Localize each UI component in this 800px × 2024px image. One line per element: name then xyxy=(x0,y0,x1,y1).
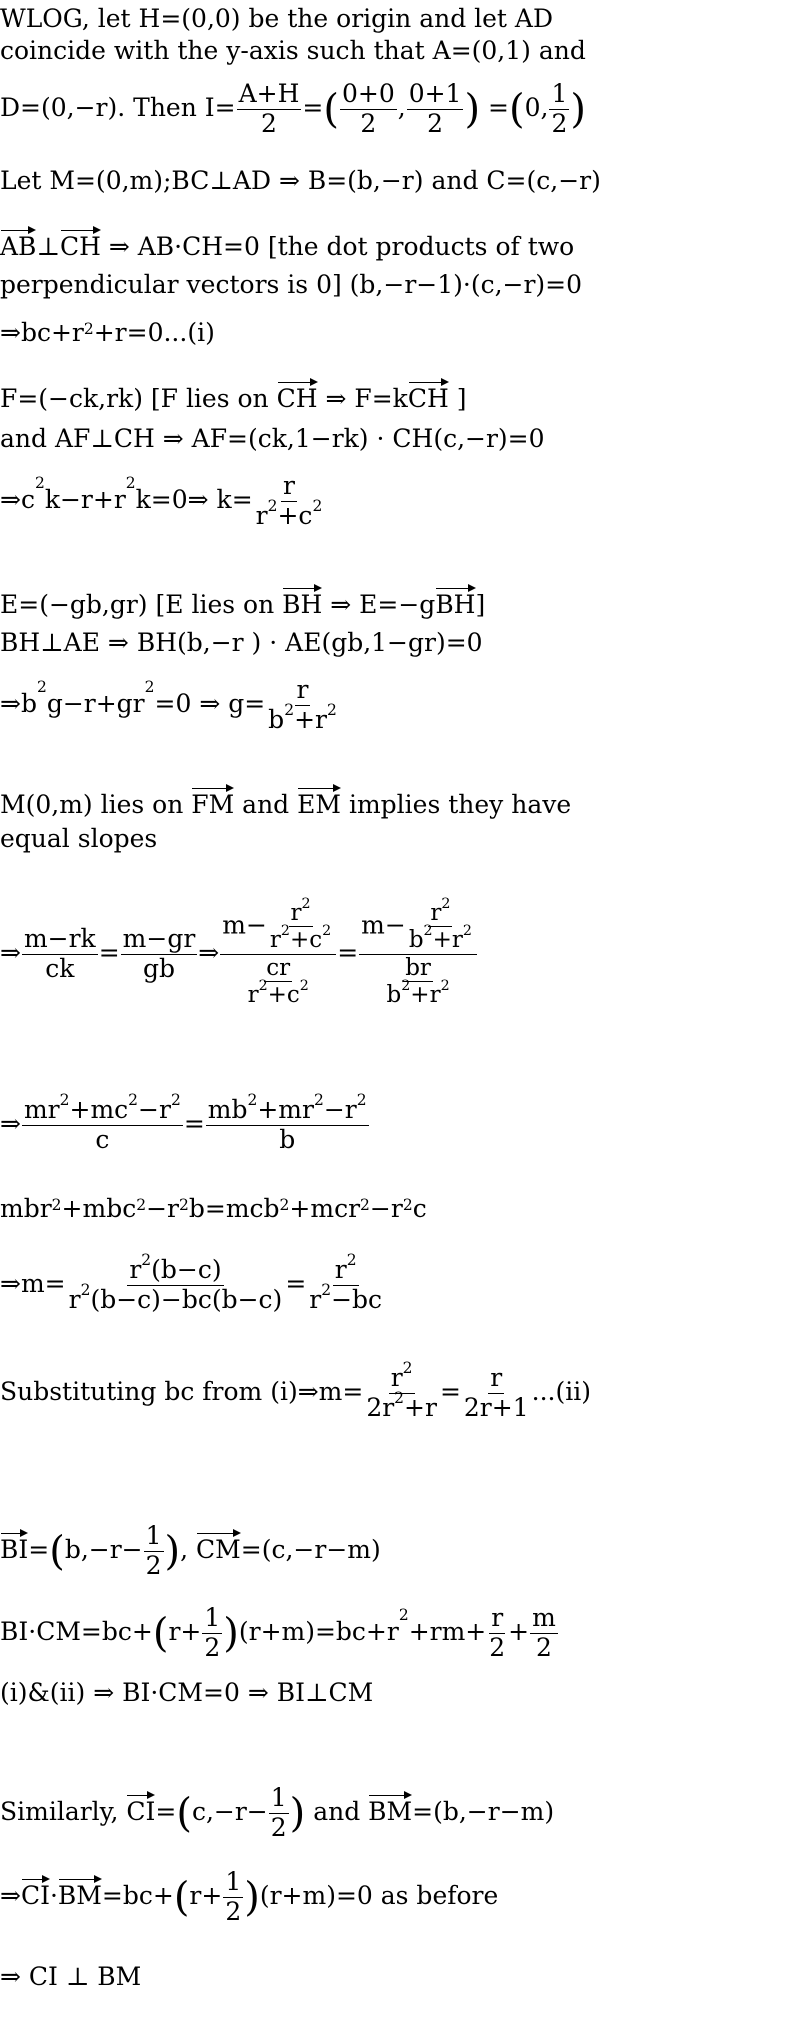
text-segment: ⇒ xyxy=(0,937,21,967)
denominator: 2 xyxy=(225,1896,242,1926)
text-segment: ⇒ AB·CH=0 [the dot products of two xyxy=(100,232,575,261)
superscript: 2 xyxy=(284,700,295,719)
left-paren: ( xyxy=(176,1790,192,1837)
superscript: 2 xyxy=(321,1280,332,1299)
text-segment: r xyxy=(290,900,302,926)
numerator: 1 xyxy=(225,1867,242,1896)
text-segment: −r xyxy=(146,1194,179,1223)
fraction xyxy=(144,1522,164,1581)
denominator: 2 xyxy=(360,108,377,138)
superscript: 2 xyxy=(279,1196,290,1214)
vector-cm: CM xyxy=(196,1529,241,1565)
fraction xyxy=(202,1604,222,1663)
left-paren: ( xyxy=(49,1528,65,1575)
text-segment: b=mcb xyxy=(188,1194,280,1223)
fraction xyxy=(487,1604,507,1663)
numerator: m−rk xyxy=(23,924,96,954)
text-segment: ⇒ E=−g xyxy=(322,590,436,619)
fraction xyxy=(223,1868,243,1927)
superscript: 2 xyxy=(462,923,472,940)
superscript: 2 xyxy=(326,700,337,719)
denominator xyxy=(67,1280,285,1315)
numerator: r xyxy=(283,471,295,500)
denominator xyxy=(384,978,451,1009)
right-paren: ) xyxy=(223,1610,239,1657)
denominator xyxy=(307,1280,384,1315)
superscript: 2 xyxy=(141,1251,152,1269)
text-line-2: coincide with the y-axis such that A=(0,1) and xyxy=(0,36,586,65)
text-segment: ] xyxy=(475,590,486,619)
text-line-4: Let M=(0,m);BC⊥AD ⇒ B=(b,−r) and C=(c,−r) xyxy=(0,166,601,195)
fraction xyxy=(407,896,474,954)
text-segment: = xyxy=(183,1108,205,1138)
fraction xyxy=(407,80,464,139)
text-segment: r xyxy=(269,927,281,954)
equation-line-19 xyxy=(0,1251,385,1315)
right-paren: ) xyxy=(244,1874,260,1921)
text-segment: r+ xyxy=(189,1880,223,1910)
text-line-15: equal slopes xyxy=(0,824,158,853)
superscript: 2 xyxy=(398,1606,409,1624)
text-segment: = xyxy=(439,1376,461,1406)
numerator: r xyxy=(490,1363,503,1392)
text-segment: ⇒ xyxy=(0,1108,21,1138)
text-segment: = xyxy=(480,92,509,122)
superscript: 2 xyxy=(441,896,451,912)
text-segment: ⇒c xyxy=(0,484,35,514)
numerator: 1 xyxy=(145,1521,162,1550)
text-segment: ⇒ xyxy=(0,1880,21,1910)
text-line-1: WLOG, let H=(0,0) be the origin and let AD xyxy=(0,4,554,33)
vector-ci: CI xyxy=(21,1875,50,1911)
vector-bm: BM xyxy=(58,1875,102,1911)
text-segment: =bc+ xyxy=(101,1880,174,1910)
denominator: gb xyxy=(142,953,175,983)
equation-line-20 xyxy=(0,1359,591,1423)
text-segment: ⊥ xyxy=(36,232,60,261)
text-line-6: perpendicular vectors is 0] (b,−r−1)·(c,−r)=0 xyxy=(0,270,583,299)
text-segment: mb xyxy=(207,1095,248,1124)
denominator xyxy=(407,923,474,954)
text-segment: r xyxy=(255,500,268,530)
text-segment: ⇒bc+r xyxy=(0,318,84,347)
superscript: 2 xyxy=(322,923,332,940)
numerator: 0+0 xyxy=(341,79,395,108)
superscript: 2 xyxy=(125,474,136,492)
text-segment: mr xyxy=(23,1095,60,1124)
superscript: 2 xyxy=(402,1359,413,1377)
text-segment: +r=0...(i) xyxy=(93,318,215,347)
numerator: r xyxy=(491,1603,504,1632)
right-paren: ) xyxy=(289,1790,306,1837)
text-segment: r+ xyxy=(168,1616,202,1646)
text-segment: (r+m)=bc+r xyxy=(238,1616,399,1646)
text-line-5 xyxy=(0,226,574,262)
text-segment: =(b,−r−m) xyxy=(412,1796,555,1826)
numerator: br xyxy=(405,954,431,981)
fraction xyxy=(530,1604,558,1663)
text-segment: (b−c) xyxy=(151,1255,222,1284)
fraction xyxy=(237,80,302,139)
fraction xyxy=(462,1364,531,1423)
text-segment: b xyxy=(386,982,402,1009)
superscript: 2 xyxy=(144,678,155,696)
text-segment: M(0,m) lies on xyxy=(0,790,192,819)
text-line-7 xyxy=(0,318,215,348)
fraction xyxy=(307,1251,384,1315)
text-line-9: and AF⊥CH ⇒ AF=(ck,1−rk) · CH(c,−r)=0 xyxy=(0,424,545,453)
numerator: 1 xyxy=(204,1603,221,1632)
text-segment: (r+m)=0 as before xyxy=(259,1880,499,1910)
superscript: 2 xyxy=(356,1091,367,1109)
text-segment: Similarly, xyxy=(0,1796,127,1826)
superscript: 2 xyxy=(360,1196,370,1214)
superscript: 2 xyxy=(440,978,450,995)
equation-line-24 xyxy=(0,1784,554,1843)
vector-ch: CH xyxy=(277,378,318,414)
denominator: 2 xyxy=(489,1632,506,1662)
numerator xyxy=(22,1091,183,1126)
fraction xyxy=(384,955,451,1009)
text-segment: ⇒m= xyxy=(0,1268,66,1298)
text-segment: +c xyxy=(289,927,323,954)
numerator: 1 xyxy=(270,1783,287,1812)
text-segment: ⇒ xyxy=(198,937,220,967)
numerator: 0+1 xyxy=(408,79,462,108)
vector-ch: CH xyxy=(60,226,101,262)
text-segment: r xyxy=(247,982,259,1009)
fraction xyxy=(121,925,198,984)
denominator: c xyxy=(95,1124,110,1154)
left-paren: ( xyxy=(173,1874,190,1921)
fraction xyxy=(67,1251,285,1315)
superscript: 2 xyxy=(312,496,323,515)
superscript: 2 xyxy=(136,1196,147,1214)
fraction xyxy=(269,1784,289,1843)
equation-line-21 xyxy=(0,1522,381,1581)
denominator xyxy=(254,496,325,531)
numerator: 1 xyxy=(551,79,568,108)
denominator xyxy=(266,700,339,735)
text-segment: r xyxy=(430,900,442,926)
left-paren: ( xyxy=(508,86,525,133)
text-segment: r xyxy=(334,1255,347,1284)
denominator: 2 xyxy=(261,108,277,138)
denominator: ck xyxy=(45,953,75,983)
text-segment: +r xyxy=(432,927,463,954)
vector-ab: AB xyxy=(0,226,36,262)
text-line-26: ⇒ CI ⊥ BM xyxy=(0,1962,142,1991)
equation-line-16 xyxy=(0,896,478,1009)
text-segment: + xyxy=(508,1616,530,1646)
superscript: 2 xyxy=(80,1280,91,1299)
fraction xyxy=(266,676,339,735)
fraction xyxy=(254,472,325,531)
vector-bh: BH xyxy=(435,584,475,620)
vector-ch: CH xyxy=(408,378,449,414)
text-segment: ⇒b xyxy=(0,688,37,718)
superscript: 2 xyxy=(247,1091,258,1109)
numerator: A+H xyxy=(238,79,300,108)
numerator: cr xyxy=(266,954,291,981)
vector-bm: BM xyxy=(368,1791,412,1827)
denominator: 2 xyxy=(204,1632,221,1662)
text-segment: k=0⇒ k= xyxy=(135,484,253,514)
numerator xyxy=(289,896,313,927)
superscript: 2 xyxy=(401,978,411,995)
text-segment: +c xyxy=(267,982,300,1009)
numerator xyxy=(333,1251,359,1286)
text-segment: = xyxy=(302,92,324,122)
text-segment: · xyxy=(49,1880,58,1910)
denominator xyxy=(243,955,314,1009)
left-paren: ( xyxy=(323,86,339,133)
text-segment: =0 ⇒ g= xyxy=(154,688,266,718)
text-segment: +c xyxy=(277,500,313,530)
text-segment: ...(ii) xyxy=(531,1376,591,1406)
text-segment: m− xyxy=(361,910,406,940)
equation-line-10 xyxy=(0,472,325,531)
superscript: 2 xyxy=(402,1196,413,1214)
vector-ci: CI xyxy=(126,1791,155,1827)
text-segment: b xyxy=(408,927,424,954)
text-line-23: (i)&(ii) ⇒ BI·CM=0 ⇒ BI⊥CM xyxy=(0,1678,374,1707)
right-paren: ) xyxy=(164,1528,181,1575)
denominator: 2 xyxy=(551,108,568,138)
superscript: 2 xyxy=(128,1091,139,1109)
text-segment: b xyxy=(268,704,285,734)
equation-line-17 xyxy=(0,1091,370,1155)
text-segment: +rm+ xyxy=(408,1616,487,1646)
denominator xyxy=(364,1388,439,1423)
text-segment: , xyxy=(397,92,406,122)
text-segment: and xyxy=(305,1796,369,1826)
text-segment: −r xyxy=(138,1095,171,1124)
text-segment: −r xyxy=(369,1194,403,1223)
superscript: 2 xyxy=(179,1196,189,1214)
fraction xyxy=(246,955,311,1009)
numerator xyxy=(206,1091,369,1126)
fraction xyxy=(22,1091,183,1155)
text-segment: = xyxy=(28,1534,50,1564)
text-segment: r xyxy=(68,1284,81,1314)
denominator: 2 xyxy=(427,108,444,138)
superscript: 2 xyxy=(170,1091,181,1109)
equation-line-3 xyxy=(0,80,586,139)
text-segment: D=(0,−r). Then I= xyxy=(0,92,236,122)
text-segment: g−r+gr xyxy=(46,688,145,718)
compound-fraction xyxy=(359,896,477,1009)
text-segment: 0, xyxy=(524,92,549,122)
text-segment: +mc xyxy=(69,1095,129,1124)
text-segment: implies they have xyxy=(341,790,572,819)
text-segment: F=(−ck,rk) [F lies on xyxy=(0,384,277,413)
denominator xyxy=(268,923,333,954)
text-segment: +mbc xyxy=(61,1194,137,1223)
equation-line-18 xyxy=(0,1194,427,1224)
denominator: 2 xyxy=(270,1812,287,1842)
text-segment: mbr xyxy=(0,1194,52,1223)
superscript: 2 xyxy=(59,1091,70,1109)
text-segment: = xyxy=(285,1268,307,1298)
text-segment: = xyxy=(337,937,359,967)
denominator: 2 xyxy=(145,1550,162,1580)
numerator xyxy=(220,896,336,955)
fraction xyxy=(268,896,333,954)
right-paren: ) xyxy=(464,86,481,133)
left-paren: ( xyxy=(152,1610,169,1657)
fraction xyxy=(206,1091,369,1155)
text-segment: = xyxy=(98,937,120,967)
text-line-8 xyxy=(0,378,466,414)
text-segment: −r xyxy=(323,1095,357,1124)
text-segment: =(c,−r−m) xyxy=(240,1534,381,1564)
superscript: 2 xyxy=(346,1251,357,1269)
denominator: 2r+1 xyxy=(463,1392,529,1422)
denominator: 2 xyxy=(536,1632,552,1662)
text-segment: k−r+r xyxy=(44,484,126,514)
text-segment: = xyxy=(155,1796,177,1826)
text-segment: m− xyxy=(222,910,267,940)
text-segment: r xyxy=(390,1363,403,1392)
equation-line-25 xyxy=(0,1868,498,1927)
text-segment: , xyxy=(180,1534,197,1564)
superscript: 2 xyxy=(258,978,268,995)
text-segment: ] xyxy=(448,384,467,413)
text-segment: +r xyxy=(294,704,327,734)
superscript: 2 xyxy=(267,496,278,515)
numerator: m−gr xyxy=(122,924,196,954)
denominator: b xyxy=(279,1124,296,1154)
text-line-11 xyxy=(0,584,485,620)
superscript: 2 xyxy=(280,923,290,940)
fraction xyxy=(340,80,397,139)
denominator xyxy=(381,955,454,1009)
text-segment: E=(−gb,gr) [E lies on xyxy=(0,590,283,619)
superscript: 2 xyxy=(423,923,433,940)
superscript: 2 xyxy=(83,320,94,338)
equation-line-22 xyxy=(0,1604,559,1663)
text-segment: r xyxy=(129,1255,142,1284)
denominator xyxy=(246,978,311,1009)
text-segment: BI·CM=bc+ xyxy=(0,1616,153,1646)
superscript: 2 xyxy=(394,1388,405,1407)
text-segment: 2r xyxy=(366,1392,395,1422)
text-segment: +r xyxy=(410,982,441,1009)
text-segment: and xyxy=(234,790,298,819)
numerator xyxy=(359,896,477,955)
numerator: m xyxy=(532,1603,556,1632)
text-segment: +mcr xyxy=(289,1194,361,1223)
right-paren: ) xyxy=(570,86,586,133)
equation-line-13 xyxy=(0,676,340,735)
superscript: 2 xyxy=(299,978,309,995)
vector-em: EM xyxy=(297,784,341,820)
text-segment: r xyxy=(309,1284,322,1314)
superscript: 2 xyxy=(36,678,47,696)
vector-bi: BI xyxy=(0,1529,28,1565)
text-segment: c xyxy=(412,1194,427,1223)
text-segment: c,−r− xyxy=(191,1796,268,1826)
fraction xyxy=(549,80,569,139)
numerator: r xyxy=(296,675,309,704)
superscript: 2 xyxy=(313,1091,324,1109)
text-segment: Substituting bc from (i)⇒m= xyxy=(0,1376,364,1406)
vector-bh: BH xyxy=(282,584,322,620)
compound-fraction xyxy=(220,896,336,1009)
text-segment: −bc xyxy=(331,1284,383,1314)
text-segment: +mr xyxy=(257,1095,314,1124)
text-segment: +r xyxy=(404,1392,437,1422)
text-segment: ⇒ F=k xyxy=(317,384,408,413)
superscript: 2 xyxy=(51,1196,62,1214)
text-segment: (b−c)−bc(b−c) xyxy=(90,1284,283,1314)
superscript: 2 xyxy=(301,896,311,912)
text-line-12: BH⊥AE ⇒ BH(b,−r ) · AE(gb,1−gr)=0 xyxy=(0,628,483,657)
text-segment: b,−r− xyxy=(64,1534,143,1564)
text-line-14 xyxy=(0,784,571,820)
numerator xyxy=(127,1251,223,1286)
fraction xyxy=(22,925,98,984)
superscript: 2 xyxy=(34,474,45,492)
fraction xyxy=(364,1359,439,1423)
vector-fm: FM xyxy=(191,784,234,820)
